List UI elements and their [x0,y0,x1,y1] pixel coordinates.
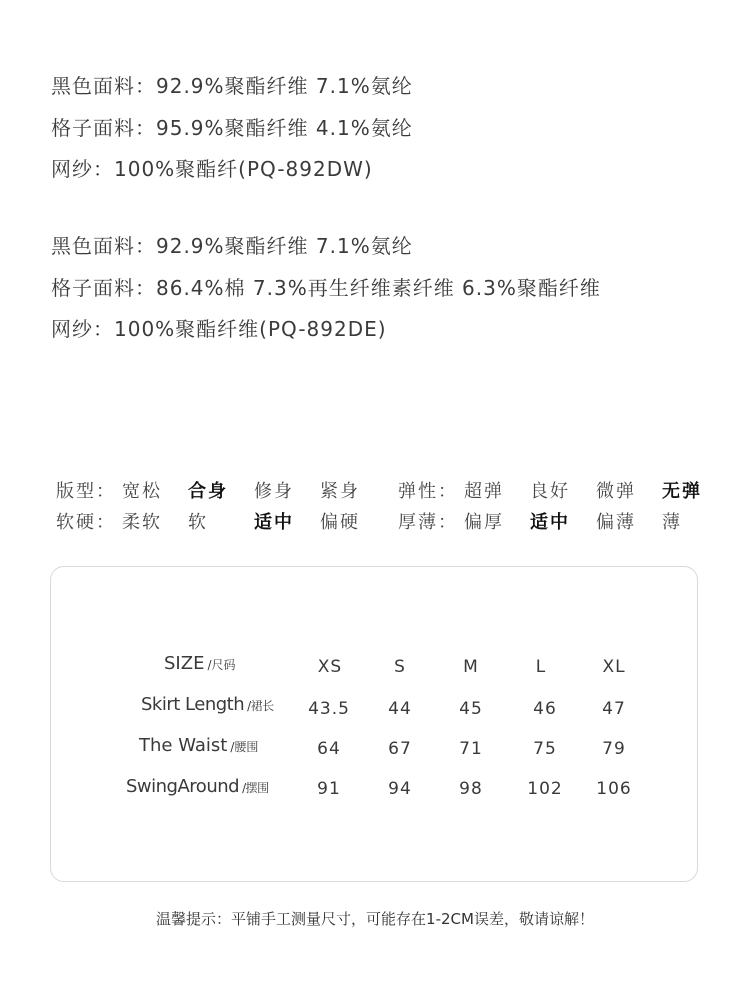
size-col-s: S [394,657,406,677]
swing-around-l: 102 [527,779,563,799]
fabric-line-black-1: 黑色面料：92.9%聚酯纤维 7.1%氨纶 [51,74,413,98]
waist-s: 67 [388,739,412,759]
waist-xs: 64 [317,739,341,759]
row-label-swing-around [126,776,269,797]
fit-label: 版型： [56,481,116,502]
size-header-sub: /尺码 [207,658,236,672]
row-label-waist-text: The Waist [139,735,228,756]
row-label-skirt-length-sub: /裙长 [247,699,274,713]
swing-around-s: 94 [388,779,412,799]
skirt-length-xl: 47 [602,699,626,719]
fit-option-slim: 修身 [254,481,294,502]
thickness-option-thin: 薄 [662,512,682,533]
elasticity-label: 弹性： [398,481,458,502]
row-label-skirt-length [141,694,274,715]
thickness-option-thinnish: 偏薄 [596,512,636,533]
fabric-line-mesh-2: 网纱：100%聚酯纤维(PQ-892DE) [51,317,387,341]
row-label-skirt-length-text: Skirt Length [141,694,245,715]
row-label-waist [139,735,258,756]
skirt-length-l: 46 [533,699,557,719]
row-label-swing-around-text: SwingAround [126,776,240,797]
waist-l: 75 [533,739,557,759]
fit-option-tight: 紧身 [320,481,360,502]
skirt-length-m: 45 [459,699,483,719]
fit-option-loose: 宽松 [122,481,162,502]
thickness-option-medium: 适中 [530,512,570,533]
softness-label: 软硬： [56,512,116,533]
size-col-xl: XL [602,657,626,677]
fit-option-regular: 合身 [188,481,228,502]
size-col-xs: XS [317,657,343,677]
fabric-line-plaid-1: 格子面料：95.9%聚酯纤维 4.1%氨纶 [51,116,413,140]
size-chart-card [50,566,698,882]
swing-around-xl: 106 [596,779,632,799]
thickness-option-thick: 偏厚 [464,512,504,533]
fabric-line-mesh-1: 网纱：100%聚酯纤(PQ-892DW) [51,157,373,181]
size-col-m: M [463,657,479,677]
size-header-text: SIZE [164,653,205,674]
softness-option-soft: 柔软 [122,512,162,533]
swing-around-m: 98 [459,779,483,799]
thickness-label: 厚薄： [398,512,458,533]
waist-m: 71 [459,739,483,759]
softness-option-softish: 软 [188,512,208,533]
swing-around-xs: 91 [317,779,341,799]
elasticity-option-slight: 微弹 [596,481,636,502]
size-col-l: L [535,657,547,677]
row-label-waist-sub: /腰围 [230,740,259,754]
measurement-tip: 温馨提示：平铺手工测量尺寸，可能存在1-2CM误差，敬请谅解！ [156,910,594,928]
size-header-label [164,653,236,674]
elasticity-option-none: 无弹 [662,481,702,502]
softness-option-medium: 适中 [254,512,294,533]
waist-xl: 79 [602,739,626,759]
elasticity-option-good: 良好 [530,481,570,502]
fabric-line-plaid-2: 格子面料：86.4%棉 7.3%再生纤维素纤维 6.3%聚酯纤维 [51,276,601,300]
skirt-length-s: 44 [388,699,412,719]
elasticity-option-super: 超弹 [464,481,504,502]
row-label-swing-around-sub: /摆围 [242,781,269,795]
softness-option-firm: 偏硬 [320,512,360,533]
fabric-line-black-2: 黑色面料：92.9%聚酯纤维 7.1%氨纶 [51,234,413,258]
skirt-length-xs: 43.5 [308,699,350,719]
